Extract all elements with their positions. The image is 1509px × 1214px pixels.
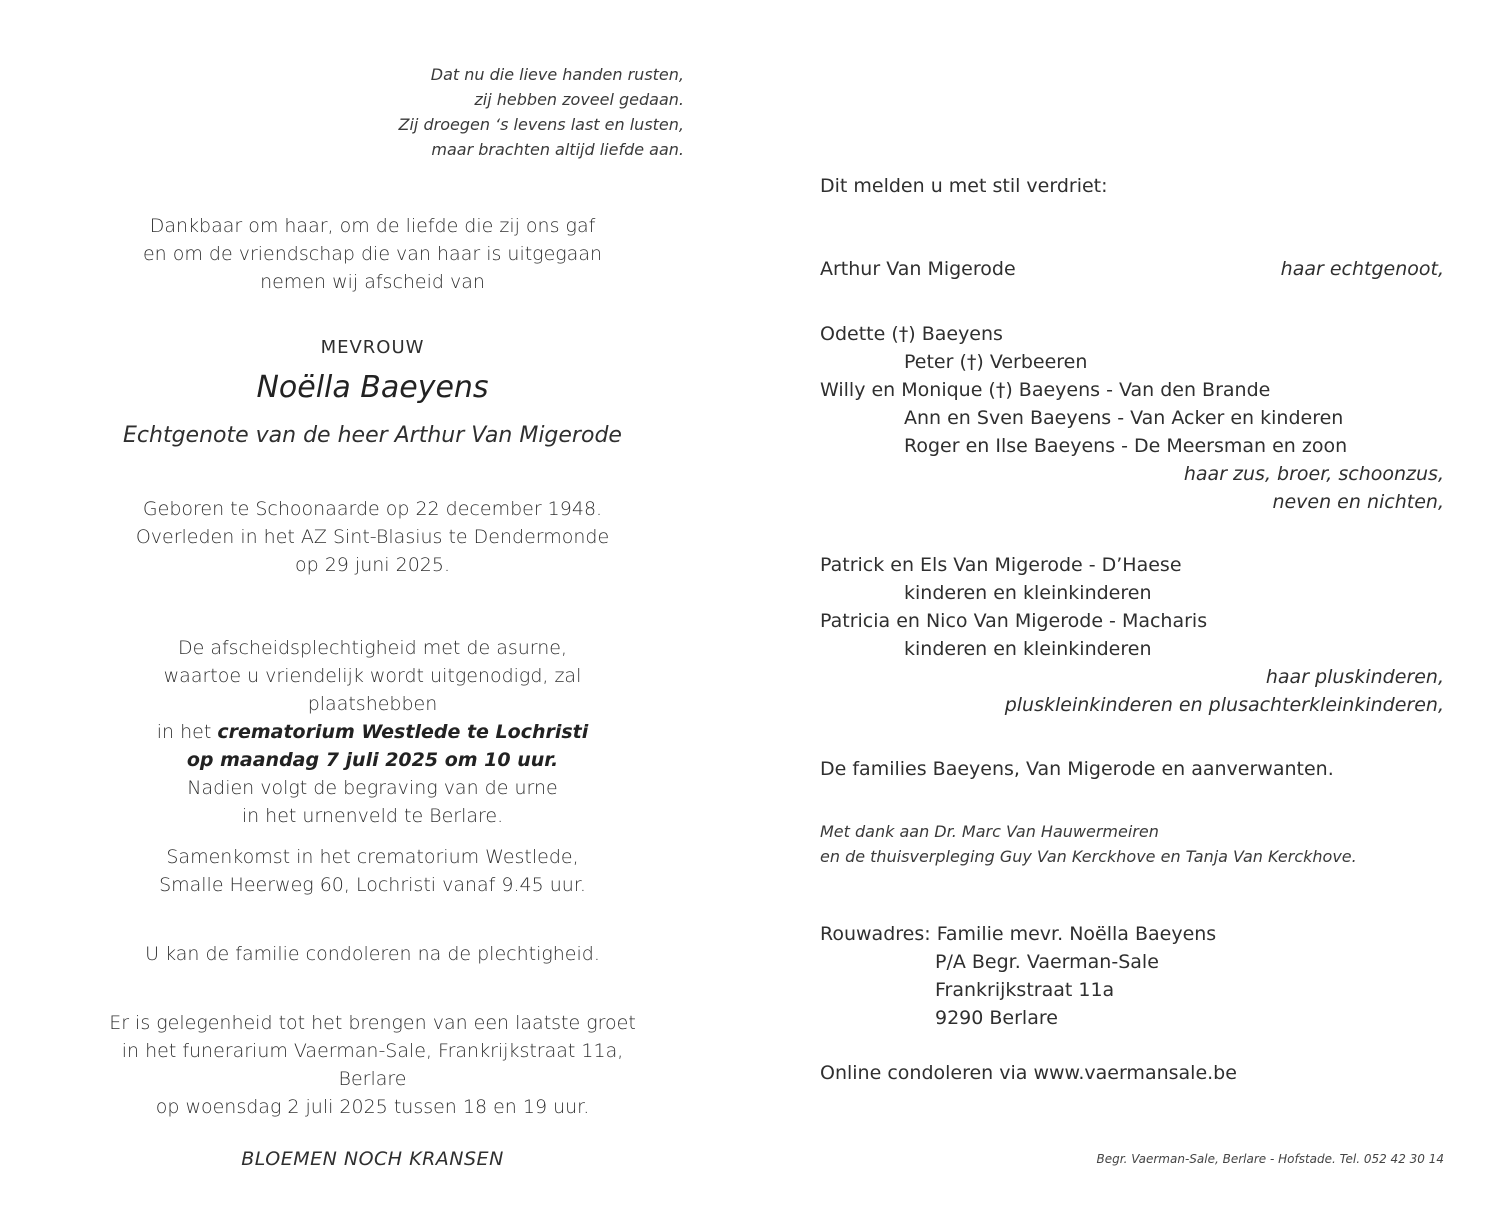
- condolence-note: U kan de familie condoleren na de plechtigheid.: [145, 943, 600, 965]
- stepchild-line: [820, 635, 1444, 663]
- poem-line: Zij droegen ‘s levens last en lusten,: [398, 115, 684, 134]
- ceremony-line: Nadien volgt de begraving van de urne: [187, 777, 558, 799]
- siblings-relation: haar zus, broer, schoonzus,: [1183, 463, 1444, 485]
- stepchild-text: kinderen en kleinkinderen: [904, 582, 1152, 604]
- birth-death-line: Geboren te Schoonaarde op 22 december 1948.: [142, 498, 603, 520]
- sibling-line: [820, 404, 1444, 432]
- thanks-line: en de thuisverpleging Guy Van Kerckhove en Tanja Van Kerckhove.: [820, 847, 1357, 866]
- ceremony-prefix: in het: [156, 721, 218, 743]
- families: [820, 755, 1444, 783]
- siblings: [820, 320, 1444, 516]
- sibling-line: [820, 432, 1444, 460]
- deceased-name: Noëlla Baeyens: [256, 370, 489, 405]
- address-text: P/A Begr. Vaerman-Sale: [935, 951, 1159, 973]
- gathering-line: Smalle Heerweg 60, Lochristi vanaf 9.45 uur.: [159, 874, 586, 896]
- intro-line: nemen wij afscheid van: [260, 271, 485, 293]
- printer-credit: Begr. Vaerman-Sale, Berlare - Hofstade. Tel. 052 42 30 14: [1096, 1152, 1444, 1166]
- gathering: [100, 843, 645, 899]
- poem-line: Dat nu die lieve handen rusten,: [430, 65, 684, 84]
- address-line: [820, 1004, 1444, 1032]
- stepchild-text: Patricia en Nico Van Migerode - Macharis: [820, 610, 1208, 632]
- birth-death-line: op 29 juni 2025.: [294, 554, 450, 576]
- spouse-row-line: [820, 255, 1444, 283]
- intro-text: [100, 212, 645, 296]
- sibling-text: Odette (†) Baeyens: [820, 323, 1003, 345]
- siblings-relation: neven en nichten,: [1272, 491, 1444, 513]
- poem: [320, 62, 684, 162]
- sibling-text: Ann en Sven Baeyens - Van Acker en kinderen: [904, 407, 1344, 429]
- address-line: [820, 976, 1444, 1004]
- stepchild-line: [820, 607, 1444, 635]
- address-label: Rouwadres:: [820, 923, 931, 945]
- stepchildren-relation: pluskleinkinderen en plusachterkleinkinderen,: [1004, 694, 1444, 716]
- sibling-line: [820, 376, 1444, 404]
- ceremony-line: waartoe u vriendelijk wordt uitgenodigd, zal plaatshebben: [163, 665, 582, 715]
- birth-death-line: Overleden in het AZ Sint-Blasius te Dendermonde: [135, 526, 610, 548]
- address-text: Familie mevr. Noëlla Baeyens: [936, 923, 1217, 945]
- sibling-line: [820, 348, 1444, 376]
- stepchildren-relation: haar pluskinderen,: [1265, 666, 1444, 688]
- address-line: [820, 948, 1444, 976]
- stepchild-line: [820, 551, 1444, 579]
- stepchild-text: kinderen en kleinkinderen: [904, 638, 1152, 660]
- intro-line: en om de vriendschap die van haar is uitgegaan: [142, 243, 602, 265]
- poem-line: maar brachten altijd liefde aan.: [431, 140, 684, 159]
- thanks-line: Met dank aan Dr. Marc Van Hauwermeiren: [820, 822, 1159, 841]
- spouse-line: Echtgenote van de heer Arthur Van Migerode: [123, 423, 622, 448]
- title-prefix: MEVROUW: [320, 337, 425, 358]
- spouse-row: [820, 255, 1444, 283]
- announcement: [820, 172, 1444, 200]
- address-text: 9290 Berlare: [935, 1007, 1058, 1029]
- address-line: [820, 920, 1444, 948]
- ceremony-date: op maandag 7 juli 2025 om 10 uur.: [186, 749, 559, 771]
- sibling-text: Roger en Ilse Baeyens - De Meersman en zoon: [904, 435, 1348, 457]
- stepchild-line: [820, 579, 1444, 607]
- intro-line: Dankbaar om haar, om de liefde die zij ons gaf: [149, 215, 596, 237]
- sibling-line: [820, 320, 1444, 348]
- last-greeting: [100, 1009, 645, 1121]
- ceremony-location: [100, 718, 645, 746]
- ceremony-line: De afscheidsplechtigheid met de asurne,: [177, 637, 568, 659]
- online-condolence-text: Online condoleren via www.vaermansale.be: [820, 1062, 1237, 1084]
- address: [820, 920, 1444, 1032]
- stepchild-text: Patrick en Els Van Migerode - D’Haese: [820, 554, 1182, 576]
- last-greeting-line: Er is gelegenheid tot het brengen van een laatste groet: [109, 1012, 636, 1034]
- ceremony-place: crematorium Westlede te Lochristi: [217, 721, 589, 743]
- poem-line: zij hebben zoveel gedaan.: [474, 90, 684, 109]
- last-greeting-line: op woensdag 2 juli 2025 tussen 18 en 19 uur.: [155, 1096, 590, 1118]
- flowers-note: BLOEMEN NOCH KRANSEN: [241, 1148, 504, 1170]
- ceremony: [100, 634, 645, 830]
- sibling-text: Willy en Monique (†) Baeyens - Van den Brande: [820, 379, 1271, 401]
- announcement-text: Dit melden u met stil verdriet:: [820, 175, 1108, 197]
- address-text: Frankrijkstraat 11a: [935, 979, 1115, 1001]
- spouse-name: Arthur Van Migerode: [820, 258, 1016, 280]
- thanks: [820, 819, 1444, 869]
- ceremony-line: in het urnenveld te Berlare.: [241, 805, 504, 827]
- last-greeting-line: in het funerarium Vaerman-Sale, Frankrijkstraat 11a, Berlare: [121, 1040, 624, 1090]
- online-condolence: [820, 1059, 1444, 1087]
- spouse-relation: haar echtgenoot,: [1280, 258, 1444, 280]
- gathering-line: Samenkomst in het crematorium Westlede,: [166, 846, 579, 868]
- stepchildren: [820, 551, 1444, 719]
- sibling-text: Peter (†) Verbeeren: [904, 351, 1088, 373]
- birth-death: [100, 495, 645, 579]
- families-text: De families Baeyens, Van Migerode en aanverwanten.: [820, 758, 1334, 780]
